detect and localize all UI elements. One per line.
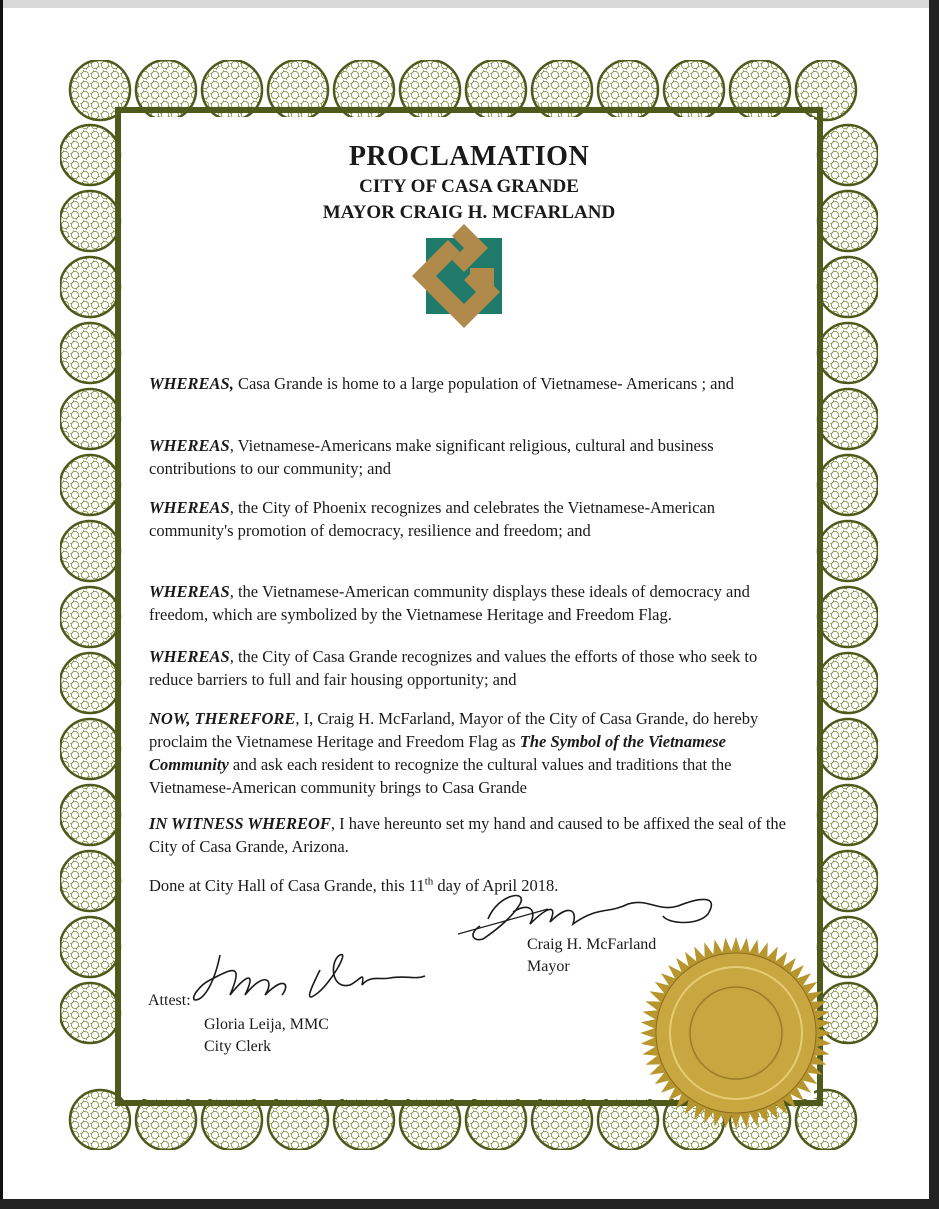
scan-edge-top bbox=[0, 0, 939, 8]
gold-seal-icon bbox=[638, 935, 834, 1131]
border-scallop bbox=[818, 455, 878, 515]
scan-edge-right bbox=[929, 0, 939, 1209]
border-scallop bbox=[400, 1090, 460, 1150]
border-scallop bbox=[818, 323, 878, 383]
mayor-name: MAYOR CRAIG H. MCFARLAND bbox=[322, 202, 616, 223]
clerk-title: City Clerk bbox=[204, 1038, 272, 1055]
border-scallop bbox=[60, 851, 120, 911]
border-scallop bbox=[818, 653, 878, 713]
border-scallop bbox=[60, 917, 120, 977]
border-scallop bbox=[268, 1090, 328, 1150]
attest-signature-block bbox=[204, 1014, 329, 1058]
border-scallop bbox=[136, 1090, 196, 1150]
scan-edge-left bbox=[0, 0, 3, 1209]
border-scallop bbox=[60, 323, 120, 383]
whereas-paragraph-4: WHEREAS, the Vietnamese-American community displays these ideals of democracy and freedom, which are symbolized by the Vietnamese Heritage and Freedom Flag. bbox=[149, 582, 750, 624]
border-scallop bbox=[818, 125, 878, 185]
border-scallop bbox=[818, 521, 878, 581]
mayor-signature-title: Mayor bbox=[527, 958, 570, 975]
whereas-paragraph-1: WHEREAS, Casa Grande is home to a large population of Vietnamese- Americans ; and bbox=[149, 374, 734, 393]
border-scallop bbox=[202, 1090, 262, 1150]
border-scallop bbox=[60, 521, 120, 581]
border-scallop bbox=[818, 257, 878, 317]
border-scallop bbox=[532, 1090, 592, 1150]
mayor-signature-block bbox=[527, 934, 656, 978]
done-at-line: Done at City Hall of Casa Grande, this 11th day of April 2018. bbox=[149, 875, 559, 895]
now-therefore-paragraph: NOW, THEREFORE, I, Craig H. McFarland, Mayor of the City of Casa Grande, do hereby proclaim the Vietnamese Heritage and Freedom Flag as The Symbol of the Vietnamese Community and ask each resident to recognize the cultural values and traditions that the Vietnamese-American community brings to Casa Grande bbox=[149, 709, 759, 797]
page-title: PROCLAMATION bbox=[348, 141, 590, 172]
in-witness-paragraph: IN WITNESS WHEREOF, I have hereunto set my hand and caused to be affixed the seal of the City of Casa Grande, Arizona. bbox=[149, 814, 787, 856]
clerk-name: Gloria Leija, MMC bbox=[204, 1016, 329, 1033]
whereas-paragraph-3: WHEREAS, the City of Phoenix recognizes and celebrates the Vietnamese-American community's promotion of democracy, resilience and freedom; and bbox=[149, 498, 715, 540]
border-scallop bbox=[818, 851, 878, 911]
border-scallop bbox=[818, 389, 878, 449]
border-scallop bbox=[818, 191, 878, 251]
border-scallop bbox=[818, 719, 878, 779]
border-scallop bbox=[60, 257, 120, 317]
border-scallop bbox=[60, 719, 120, 779]
clerk-signature-icon bbox=[190, 940, 430, 1010]
city-name: CITY OF CASA GRANDE bbox=[359, 176, 579, 197]
border-scallop bbox=[466, 1090, 526, 1150]
border-scallop bbox=[60, 587, 120, 647]
border-scallop bbox=[60, 983, 120, 1043]
border-scallop bbox=[60, 455, 120, 515]
border-scallop bbox=[60, 785, 120, 845]
border-scallop bbox=[60, 191, 120, 251]
mayor-signature-name: Craig H. McFarland bbox=[527, 936, 657, 953]
border-scallop bbox=[60, 653, 120, 713]
whereas-paragraph-5: WHEREAS, the City of Casa Grande recognizes and values the efforts of those who seek to reduce barriers to full and fair housing opportunity; and bbox=[149, 647, 758, 689]
attest-label: Attest: bbox=[148, 992, 191, 1009]
border-scallop bbox=[818, 587, 878, 647]
proclamation-header bbox=[124, 140, 814, 226]
proclamation-emphasis: The Symbol of the Vietnamese Community bbox=[149, 732, 727, 774]
border-scallop bbox=[60, 389, 120, 449]
whereas-paragraph-2: WHEREAS, Vietnamese-Americans make significant religious, cultural and business contributions to our community; and bbox=[149, 436, 714, 478]
city-logo-icon bbox=[412, 224, 516, 328]
border-scallop bbox=[818, 785, 878, 845]
scan-edge-bottom bbox=[0, 1199, 939, 1209]
border-scallop bbox=[334, 1090, 394, 1150]
border-scallop bbox=[60, 125, 120, 185]
